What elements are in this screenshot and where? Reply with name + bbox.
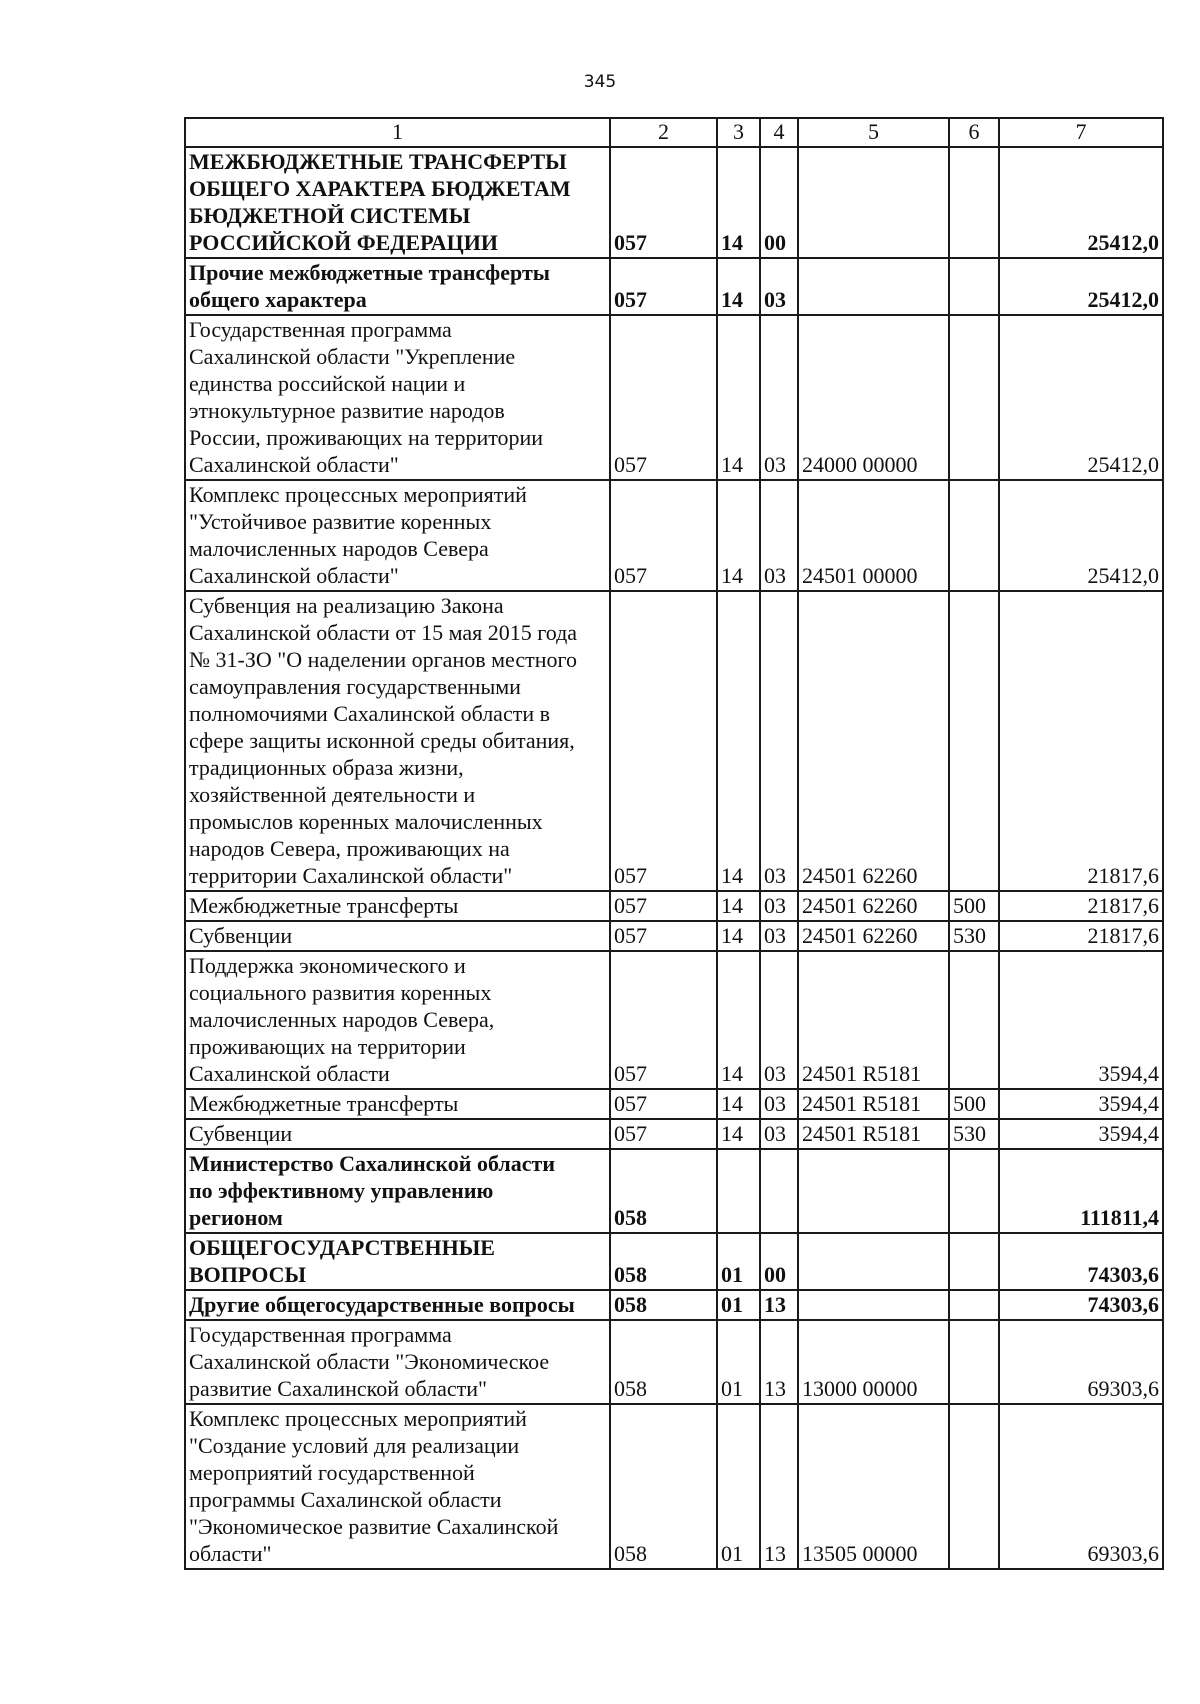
cell-section: 14 xyxy=(717,147,760,258)
cell-section: 01 xyxy=(717,1290,760,1320)
table-row xyxy=(185,1149,1163,1233)
cell-target-article: 24501 R5181 xyxy=(798,1119,949,1149)
cell-expense-type xyxy=(949,951,999,1089)
cell-section: 14 xyxy=(717,891,760,921)
cell-subsection: 03 xyxy=(760,258,798,315)
cell-ministry-code: 057 xyxy=(610,1119,717,1149)
cell-section: 14 xyxy=(717,591,760,891)
cell-amount: 111811,4 xyxy=(999,1149,1163,1233)
cell-section: 14 xyxy=(717,1089,760,1119)
header-col-2: 2 xyxy=(610,118,717,147)
cell-ministry-code: 057 xyxy=(610,480,717,591)
cell-ministry-code: 058 xyxy=(610,1233,717,1290)
table-row xyxy=(185,951,1163,1089)
cell-target-article: 24501 62260 xyxy=(798,891,949,921)
cell-target-article: 24501 R5181 xyxy=(798,951,949,1089)
cell-expense-type xyxy=(949,591,999,891)
cell-amount: 25412,0 xyxy=(999,258,1163,315)
cell-target-article xyxy=(798,1290,949,1320)
table-row xyxy=(185,1089,1163,1119)
cell-name: Государственная программа Сахалинской области "Экономическое развитие Сахалинской области" xyxy=(185,1320,610,1404)
cell-section: 01 xyxy=(717,1320,760,1404)
budget-table xyxy=(184,117,1164,1570)
cell-ministry-code: 057 xyxy=(610,315,717,480)
cell-ministry-code: 057 xyxy=(610,1089,717,1119)
table-row xyxy=(185,1119,1163,1149)
cell-section: 14 xyxy=(717,1119,760,1149)
cell-subsection: 03 xyxy=(760,591,798,891)
cell-target-article: 24501 00000 xyxy=(798,480,949,591)
cell-name: Министерство Сахалинской области по эффективному управлению регионом xyxy=(185,1149,610,1233)
cell-expense-type: 530 xyxy=(949,1119,999,1149)
cell-ministry-code: 057 xyxy=(610,147,717,258)
cell-expense-type: 500 xyxy=(949,891,999,921)
cell-target-article xyxy=(798,258,949,315)
cell-amount: 74303,6 xyxy=(999,1233,1163,1290)
cell-target-article: 13505 00000 xyxy=(798,1404,949,1569)
cell-expense-type xyxy=(949,480,999,591)
table-row xyxy=(185,1320,1163,1404)
cell-ministry-code: 057 xyxy=(610,591,717,891)
cell-amount: 21817,6 xyxy=(999,921,1163,951)
cell-expense-type xyxy=(949,1149,999,1233)
cell-ministry-code: 058 xyxy=(610,1404,717,1569)
cell-subsection: 00 xyxy=(760,147,798,258)
cell-name: Межбюджетные трансферты xyxy=(185,891,610,921)
cell-expense-type xyxy=(949,1404,999,1569)
cell-target-article: 13000 00000 xyxy=(798,1320,949,1404)
cell-subsection: 03 xyxy=(760,315,798,480)
cell-name: МЕЖБЮДЖЕТНЫЕ ТРАНСФЕРТЫ ОБЩЕГО ХАРАКТЕРА БЮДЖЕТАМ БЮДЖЕТНОЙ СИСТЕМЫ РОССИЙСКОЙ ФЕДЕРАЦИИ xyxy=(185,147,610,258)
cell-subsection: 03 xyxy=(760,951,798,1089)
cell-name: Другие общегосударственные вопросы xyxy=(185,1290,610,1320)
cell-amount: 69303,6 xyxy=(999,1320,1163,1404)
cell-subsection: 13 xyxy=(760,1320,798,1404)
cell-subsection: 03 xyxy=(760,480,798,591)
cell-subsection: 03 xyxy=(760,1119,798,1149)
header-col-5: 5 xyxy=(798,118,949,147)
cell-name: Комплекс процессных мероприятий "Создание условий для реализации мероприятий государственной программы Сахалинской области "Экономическое развитие Сахалинской области" xyxy=(185,1404,610,1569)
cell-subsection xyxy=(760,1149,798,1233)
cell-expense-type xyxy=(949,258,999,315)
cell-ministry-code: 058 xyxy=(610,1320,717,1404)
cell-expense-type xyxy=(949,147,999,258)
cell-amount: 21817,6 xyxy=(999,891,1163,921)
cell-section: 01 xyxy=(717,1404,760,1569)
header-col-3: 3 xyxy=(717,118,760,147)
cell-section xyxy=(717,1149,760,1233)
cell-amount: 3594,4 xyxy=(999,951,1163,1089)
cell-name: Субвенции xyxy=(185,1119,610,1149)
table-row xyxy=(185,891,1163,921)
cell-target-article: 24501 R5181 xyxy=(798,1089,949,1119)
cell-name: Субвенции xyxy=(185,921,610,951)
cell-amount: 69303,6 xyxy=(999,1404,1163,1569)
cell-section: 14 xyxy=(717,480,760,591)
cell-ministry-code: 057 xyxy=(610,891,717,921)
cell-expense-type xyxy=(949,1290,999,1320)
table-row xyxy=(185,921,1163,951)
cell-section: 01 xyxy=(717,1233,760,1290)
header-col-7: 7 xyxy=(999,118,1163,147)
cell-amount: 25412,0 xyxy=(999,480,1163,591)
cell-name: Межбюджетные трансферты xyxy=(185,1089,610,1119)
cell-name: Субвенция на реализацию Закона Сахалинской области от 15 мая 2015 года № 31-ЗО "О наделении органов местного самоуправления государственными полномочиями Сахалинской области в сфере защиты исконной среды обитания, традиционных образа жизни, хозяйственной деятельности и промыслов коренных малочисленных народов Севера, проживающих на территории Сахалинской области" xyxy=(185,591,610,891)
cell-ministry-code: 057 xyxy=(610,951,717,1089)
header-col-1: 1 xyxy=(185,118,610,147)
header-col-4: 4 xyxy=(760,118,798,147)
cell-name: Прочие межбюджетные трансферты общего характера xyxy=(185,258,610,315)
cell-subsection: 03 xyxy=(760,891,798,921)
cell-amount: 25412,0 xyxy=(999,147,1163,258)
table-row xyxy=(185,1290,1163,1320)
cell-name: Поддержка экономического и социального развития коренных малочисленных народов Севера, проживающих на территории Сахалинской области xyxy=(185,951,610,1089)
cell-amount: 21817,6 xyxy=(999,591,1163,891)
cell-expense-type xyxy=(949,1320,999,1404)
cell-expense-type xyxy=(949,1233,999,1290)
cell-amount: 3594,4 xyxy=(999,1119,1163,1149)
table-row xyxy=(185,315,1163,480)
cell-section: 14 xyxy=(717,315,760,480)
cell-target-article: 24000 00000 xyxy=(798,315,949,480)
cell-subsection: 03 xyxy=(760,921,798,951)
cell-name: Комплекс процессных мероприятий "Устойчивое развитие коренных малочисленных народов Севера Сахалинской области" xyxy=(185,480,610,591)
cell-target-article: 24501 62260 xyxy=(798,921,949,951)
cell-target-article xyxy=(798,147,949,258)
cell-section: 14 xyxy=(717,951,760,1089)
cell-expense-type: 530 xyxy=(949,921,999,951)
cell-amount: 3594,4 xyxy=(999,1089,1163,1119)
table-row xyxy=(185,480,1163,591)
cell-subsection: 03 xyxy=(760,1089,798,1119)
header-col-6: 6 xyxy=(949,118,999,147)
cell-ministry-code: 058 xyxy=(610,1149,717,1233)
table-row xyxy=(185,147,1163,258)
cell-subsection: 13 xyxy=(760,1404,798,1569)
cell-subsection: 00 xyxy=(760,1233,798,1290)
cell-expense-type xyxy=(949,315,999,480)
cell-target-article: 24501 62260 xyxy=(798,591,949,891)
page-number: 345 xyxy=(583,72,617,92)
cell-subsection: 13 xyxy=(760,1290,798,1320)
cell-section: 14 xyxy=(717,921,760,951)
cell-expense-type: 500 xyxy=(949,1089,999,1119)
cell-amount: 25412,0 xyxy=(999,315,1163,480)
table-header-row xyxy=(185,118,1163,147)
cell-ministry-code: 057 xyxy=(610,258,717,315)
table-row xyxy=(185,258,1163,315)
table-row xyxy=(185,1404,1163,1569)
cell-name: ОБЩЕГОСУДАРСТВЕННЫЕ ВОПРОСЫ xyxy=(185,1233,610,1290)
table-row xyxy=(185,591,1163,891)
cell-name: Государственная программа Сахалинской области "Укрепление единства российской нации и этнокультурное развитие народов России, проживающих на территории Сахалинской области" xyxy=(185,315,610,480)
cell-ministry-code: 057 xyxy=(610,921,717,951)
cell-section: 14 xyxy=(717,258,760,315)
cell-target-article xyxy=(798,1233,949,1290)
cell-ministry-code: 058 xyxy=(610,1290,717,1320)
table-row xyxy=(185,1233,1163,1290)
cell-amount: 74303,6 xyxy=(999,1290,1163,1320)
cell-target-article xyxy=(798,1149,949,1233)
